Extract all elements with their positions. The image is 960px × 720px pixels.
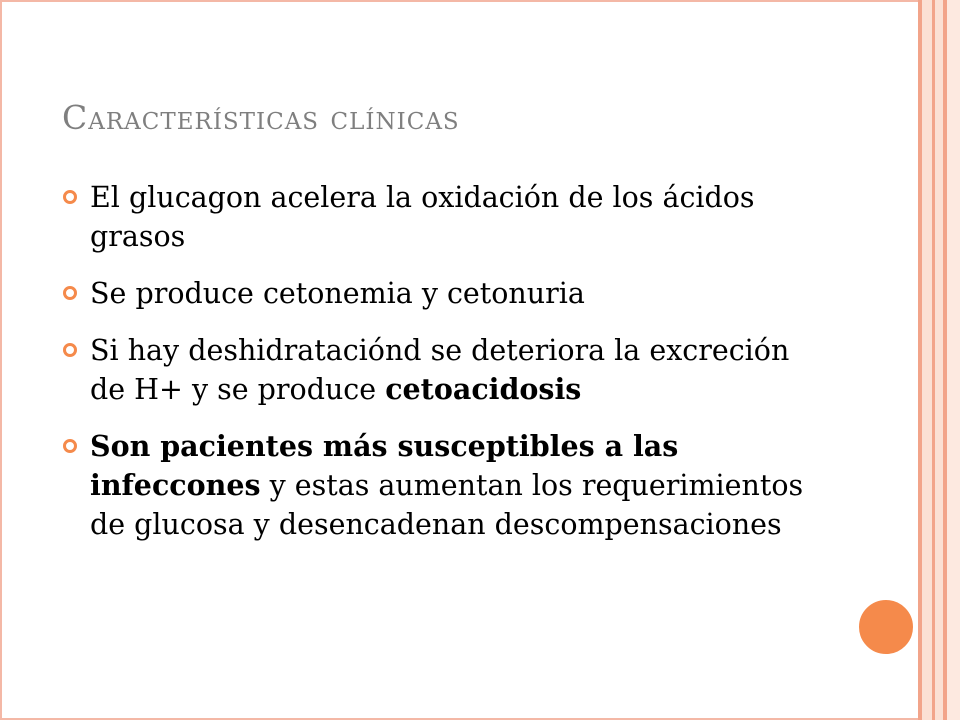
decorative-stripe [935, 0, 943, 720]
decorative-stripe [947, 0, 960, 720]
bullet-text-bold: Son pacientes más susceptibles a las infeccones [90, 429, 679, 502]
ring-bullet-icon [62, 342, 78, 358]
bullet-item [62, 178, 822, 256]
ring-bullet-icon [62, 189, 78, 205]
bullet-item [62, 274, 822, 313]
bullet-text: Se produce cetonemia y cetonuria [90, 277, 585, 310]
bullet-item [62, 331, 822, 409]
ring-bullet-icon [62, 285, 78, 301]
decorative-stripe [922, 0, 932, 720]
ring-bullet-icon [62, 438, 78, 454]
orange-circle-decoration [856, 597, 916, 657]
bullet-text-bold: cetoacidosis [385, 372, 582, 406]
slide-title: Características clínicas [62, 98, 460, 137]
bullet-text: El glucagon acelera la oxidación de los ácidos grasos [90, 181, 755, 253]
bullet-list [62, 178, 822, 562]
border-top [0, 0, 920, 2]
border-left [0, 0, 2, 720]
bullet-text: Si hay deshidrataciónd se deteriora la excreción de H+ y se produce [90, 334, 790, 406]
bullet-text: y estas aumentan los requerimientos de glucosa y desencadenan descompensaciones [90, 469, 804, 541]
bullet-item [62, 427, 822, 544]
